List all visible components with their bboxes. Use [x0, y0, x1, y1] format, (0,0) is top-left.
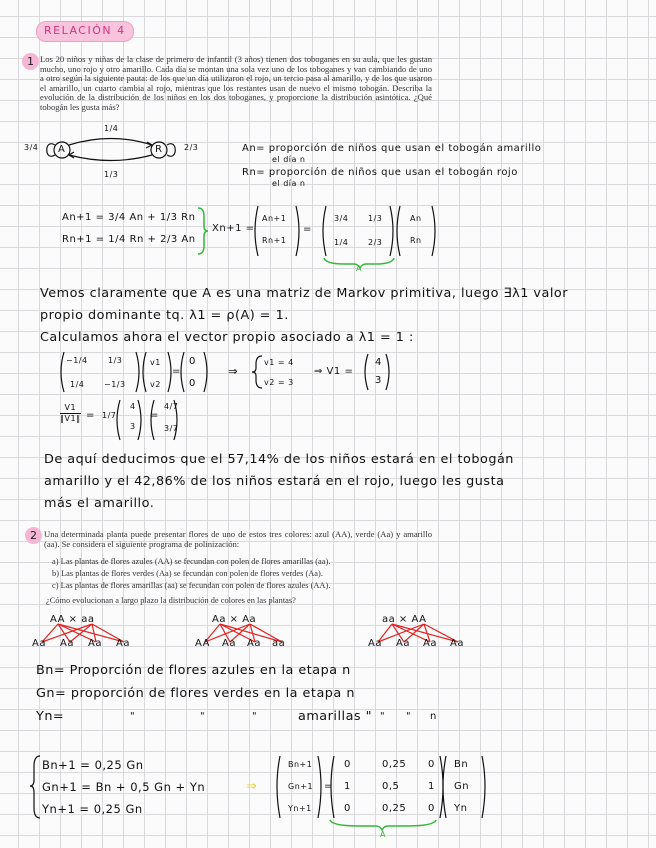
problem-2-question: ¿Cómo evolucionan a largo plazo la distribución de colores en las plantas? [46, 596, 296, 605]
cross-1-b2: Aa [60, 638, 74, 649]
eigen-system-parens [56, 350, 426, 450]
m2-13: 0 [428, 759, 435, 770]
conclusion-line-1: De aquí deducimos que el 57,14% de los niños estará en el tobogán [44, 452, 514, 467]
page-title: RELACIÓN 4 [44, 24, 126, 37]
norm-res-2: 3/7 [164, 424, 179, 433]
cross-1-b4: Aa [116, 638, 130, 649]
x2-1: Bn [454, 759, 469, 770]
m2-11: 0 [344, 759, 351, 770]
loop-r-arrow [167, 144, 175, 157]
sys2-vec-2: Gn+1 [288, 782, 314, 791]
v1-entry-1: 4 [375, 357, 382, 368]
def-rn-cont: el día n [272, 179, 306, 188]
sys2-eq-1: Bn+1 = 0,25 Gn [42, 758, 144, 772]
def-an: An= proporción de niños que usan el tobogán amarillo [242, 143, 542, 154]
implies-arrow-1: ⇒ [228, 364, 239, 378]
sys-zero-1: 0 [189, 356, 196, 367]
problem-2-number: 2 [25, 527, 42, 544]
cross-2-b4: aa [272, 638, 286, 649]
m2-12: 0,25 [382, 759, 407, 770]
m2-31: 0 [344, 803, 351, 814]
xn1-label: Xn+1 = [212, 223, 255, 234]
def-gn: Gn= proporción de flores verdes en la etapa n [36, 686, 355, 701]
sys2-vec-3: Yn+1 [288, 804, 312, 813]
sys-m12: 1/3 [108, 356, 123, 365]
node-r-label: R [155, 144, 163, 155]
sys-m21: 1/4 [70, 380, 85, 389]
problem-2-item-b: b) Las plantas de flores verdes (Aa) se fecundan con polen de flores verdes (Aa). [52, 569, 323, 578]
cross-1-b3: Aa [88, 638, 102, 649]
norm-res-1: 4/7 [164, 402, 179, 411]
problem-2-item-c: c) Las plantas de flores amarillas (aa) se fecundan con polen de flores azules (AA). [52, 581, 331, 590]
matrix-a12: 1/3 [368, 214, 383, 223]
vec-rn1: Rn+1 [262, 236, 287, 245]
eq-an1: An+1 = 3/4 An + 1/3 Rn [62, 212, 196, 223]
cross-2-b1: AA [195, 638, 210, 649]
matrix2-a-label: A [380, 830, 386, 839]
sys-sol-2: v2 = 3 [264, 378, 294, 387]
sys2-eq-2: Gn+1 = Bn + 0,5 Gn + Yn [42, 780, 206, 794]
vec-an1: An+1 [262, 214, 287, 223]
cross-2-top: Aa × Aa [212, 614, 257, 625]
cross-3-b4: Aa [450, 638, 464, 649]
matrix-a11: 3/4 [334, 214, 349, 223]
problem-1-statement: Los 20 niños y niñas de la clase de primero de infantil (3 años) tienen dos toboganes en su aula, que les gustan mucho, uno rojo y otro amarillo. Cada día se montan una sola vez uno de los toboganes y van cambiando de uno a otro según la siguiente pauta: de los que un día utilizaron el rojo, un tercio pasa al amarillo, y de los que usaron el amarillo, un cuarto cambia al rojo, mientras que los restantes usan de nuevo el mismo tobogán. Describa la evolución de la distribución de los niños en los dos toboganes, y proporcione la distribución asintótica. ¿Qué tobogán les gusta más? [40, 54, 432, 112]
m2-32: 0,25 [382, 803, 407, 814]
sys2-eq-3: Yn+1 = 0,25 Gn [42, 802, 143, 816]
conclusion-line-3: más el amarillo. [44, 496, 155, 511]
v1-label: ⇒ V1 = [314, 366, 354, 377]
markov-line-3: Calculamos ahora el vector propio asociado a λ1 = 1 : [40, 330, 414, 345]
cross-3-top: aa × AA [382, 614, 427, 625]
norm-vec-2: 3 [130, 422, 136, 431]
cross-2-b3: Aa [247, 638, 261, 649]
cross-1-b1: Aa [32, 638, 46, 649]
norm-coef: 1/7 [102, 411, 117, 420]
sys-v1: v1 [150, 358, 161, 367]
m2-22: 0,5 [382, 781, 400, 792]
matrix-a21: 1/4 [334, 238, 349, 247]
markov-line-2: propio dominante tq. λ1 = ρ(A) = 1. [40, 308, 289, 323]
def-yn: Yn= [36, 709, 65, 724]
x2-3: Yn [454, 803, 468, 814]
cross-3-b1: Aa [368, 638, 382, 649]
sys-m11: −1/4 [66, 356, 88, 365]
m2-23: 1 [428, 781, 435, 792]
problem-2-item-a: a) Las plantas de flores azules (AA) se fecundan con polen de flores amarillas (aa). [52, 557, 331, 566]
cross-2-b2: Aa [222, 638, 236, 649]
sys-zero-2: 0 [189, 378, 196, 389]
m2-33: 0 [428, 803, 435, 814]
conclusion-line-2: amarillo y el 42,86% de los niños estará en el rojo, luego les gusta [44, 474, 505, 489]
cross-3-b3: Aa [423, 638, 437, 649]
x-rn: Rn [410, 236, 422, 245]
markov-line-1: Vemos claramente que A es una matriz de Markov primitiva, luego ∃λ1 valor [40, 286, 568, 301]
problem-1-number: 1 [22, 53, 39, 70]
a-to-r-prob: 1/4 [104, 124, 119, 133]
matrix-form-1-parens [252, 204, 502, 260]
norm-lhs: V1 ‖V1‖ [60, 403, 81, 423]
problem-2-statement: Una determinada planta puede presentar flores de uno de estos tres colores: azul (AA), verde (Aa) y amarillo (aa). Se considera el siguiente programa de polinización: [44, 529, 432, 549]
sys-v2: v2 [150, 380, 161, 389]
matrix-a-label: A [356, 264, 362, 273]
def-an-cont: el día n [272, 155, 306, 164]
def-bn: Bn= Proporción de flores azules en la etapa n [36, 663, 351, 678]
loop-r-prob: 2/3 [184, 143, 199, 152]
implies-arrow-2: ⇒ [246, 779, 258, 794]
arrow-a-to-r [69, 139, 152, 146]
arrow-r-to-a [69, 155, 152, 161]
norm-vec-1: 4 [130, 402, 136, 411]
m2-21: 1 [344, 781, 351, 792]
sys2-vec-1: Bn+1 [288, 760, 313, 769]
loop-a-prob: 3/4 [24, 143, 39, 152]
sys-m22: −1/3 [104, 380, 126, 389]
matrix-a22: 2/3 [368, 238, 383, 247]
cross-3-b2: Aa [396, 638, 410, 649]
green-brace-1 [196, 206, 210, 256]
eq-rn1: Rn+1 = 1/4 Rn + 2/3 An [62, 234, 196, 245]
r-to-a-prob: 1/3 [104, 170, 119, 179]
sys-sol-1: v1 = 4 [264, 358, 294, 367]
x2-2: Gn [454, 781, 470, 792]
v1-entry-2: 3 [375, 375, 382, 386]
node-a-label: A [58, 144, 66, 155]
def-rn: Rn= proporción de niños que usan el tobogán rojo [242, 167, 518, 178]
cross-1-top: AA × aa [50, 614, 95, 625]
x-an: An [410, 214, 422, 223]
